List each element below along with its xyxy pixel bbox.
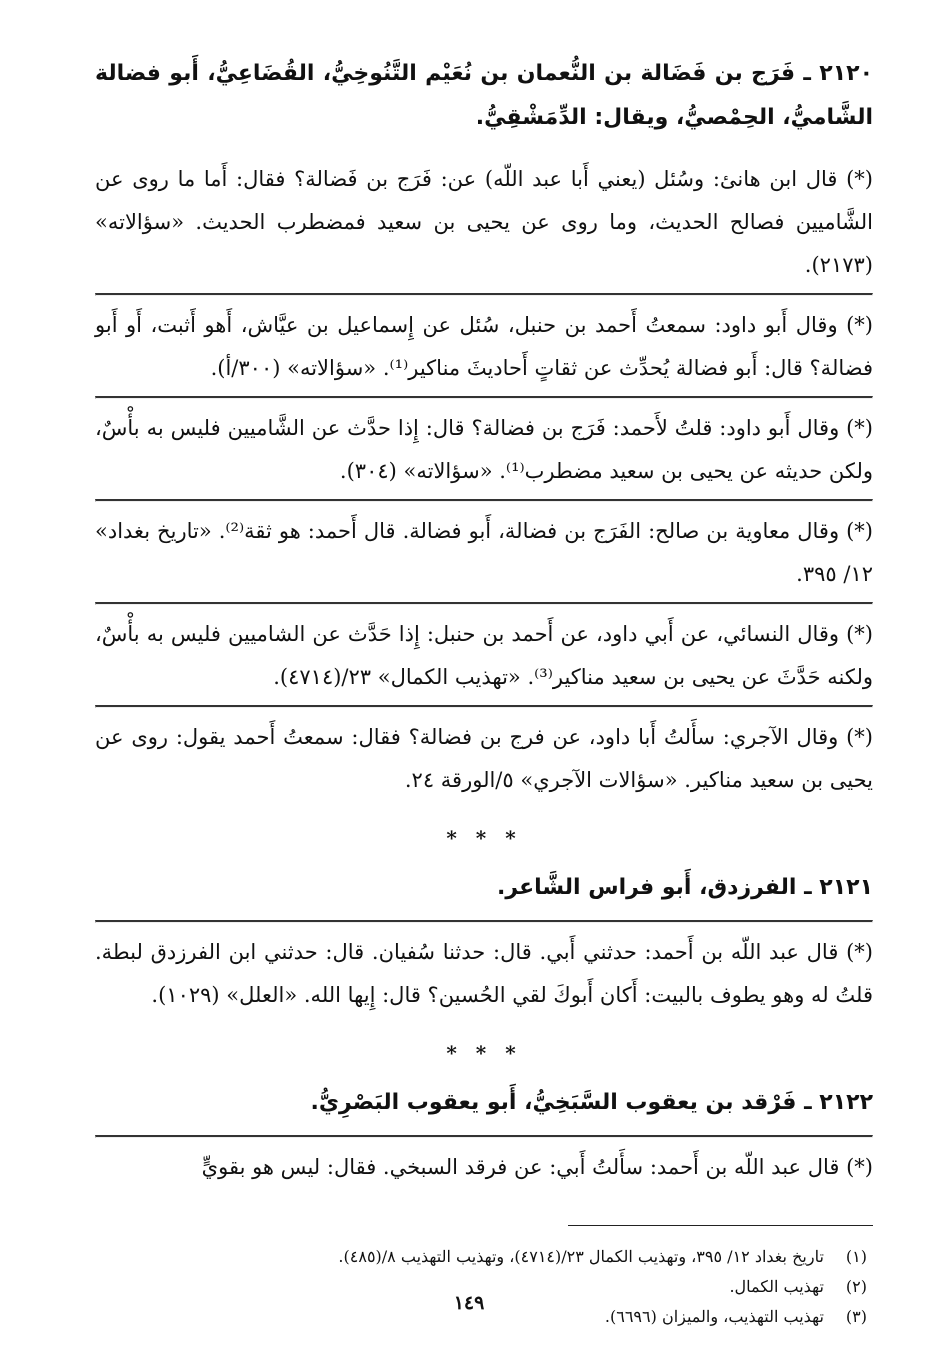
footnote-text: تهذيب الكمال. [729,1277,824,1296]
book-page [95,52,873,1332]
entry-paragraph: (*) وقال أَبو داود: سمعتُ أَحمد بن حنبل، سُئل عن إِسماعيل بن عيَّاش، أَهو أَثبت، أَو أَبو فضالة؟ قال: أَبو فضالة يُحدِّث عن ثقاتٍ أَحاديثَ مناكير⁽¹⁾. «سؤالاته» (٣٠٠/أ). [95,313,873,380]
footnote-rule [568,1225,873,1226]
entry-paragraph: (*) وقال معاوية بن صالح: الفَرَج بن فضالة، أَبو فضالة. قال أَحمد: هو ثقة⁽²⁾. «تاريخ بغداد» ١٢/ ٣٩٥. [95,519,874,586]
entry-paragraph: (*) وقال أَبو داود: قلتُ لأَحمد: فَرَج بن فضالة؟ قال: إِذا حدَّث عن الشَّاميين فليس به بأْسٌ، ولكن حديثه عن يحيى بن سعيد مضطرب⁽¹⁾. «سؤالاته» (٣٠٤). [95,416,873,483]
entry-paragraph: (*) قال عبد اللّه بن أَحمد: حدثني أَبي. قال: حدثنا سُفيان. قال: حدثني ابن الفرزدق لبطة. قلتُ له وهو يطوف بالبيت: أَكان أَبوكَ لقي الحُسين؟ قال: إِيها الله. «العلل» (١٠٢٩). [95,940,873,1007]
footnote-text: تاريخ بغداد ١٢/ ٣٩٥، وتهذيب الكمال ٢٣/(٤٧١٤)، وتهذيب التهذيب ٨/(٤٨٥). [338,1247,824,1266]
entry-paragraph: (*) وقال الآجري: سأَلتُ أَبا داود، عن فرج بن فضالة؟ فقال: سمعتُ أَحمد يقول: روى عن يحيى بن سعيد مناكير. «سؤالات الآجري» ٥/الورقة ٢٤. [95,725,873,792]
footnotes [95,1242,873,1332]
entry-2120 [95,52,873,808]
entry-heading: ٢١٢٢ ـ فَرْقد بن يعقوب السَّبَخِيُّ، أَبو يعقوب البَصْرِيُّ. [310,1090,873,1115]
entry-paragraph: (*) قال عبد اللّه بن أَحمد: سأَلتُ أَبي: عن فرقد السبخي. فقال: ليس هو بقويٍّ [201,1155,873,1179]
section-separator: * * * [446,826,522,850]
entry-2122 [95,1081,873,1195]
footnote-text: تهذيب التهذيب، والميزان (٦٦٩٦). [604,1307,824,1326]
entry-paragraph: (*) قال ابن هانئ: وسُئل (يعني أَبا عبد اللّه) عن: فَرَج بن فَضالة؟ فقال: أَما ما روى عن الشَّاميين فصالح الحديث، وما روى عن يحيى بن سعيد فمضطرب الحديث. «سؤالاته» (٢١٧٣). [95,167,873,277]
footnote-number: (٢) [845,1277,867,1296]
entry-2121 [95,866,873,1023]
entry-heading: ٢١٢١ ـ الفرزدق، أَبو فراس الشَّاعر. [497,875,873,900]
entry-heading: ٢١٢٠ ـ فَرَج بن فَضَالة بن النُّعمان بن نُعَيْم التَّنُوخِيُّ، القُضَاعِيُّ، أَبو فضالة الشَّاميُّ، الحِمْصيُّ، ويقال: الدِّمَشْقِيُّ. [95,61,873,130]
footnote-number: (١) [845,1247,867,1266]
entry-paragraph: (*) وقال النسائي، عن أَبي داود، عن أَحمد بن حنبل: إِذا حَدَّث عن الشاميين فليس به بأْسٌ، ولكنه حَدَّثَ عن يحيى بن سعيد مناكير⁽³⁾. «تهذيب الكمال» ٢٣/(٤٧١٤). [95,622,873,689]
page-number: ١٤٩ [453,1292,485,1314]
footnote [95,1242,873,1272]
section-separator: * * * [446,1041,522,1065]
footnote-number: (٣) [845,1307,867,1326]
